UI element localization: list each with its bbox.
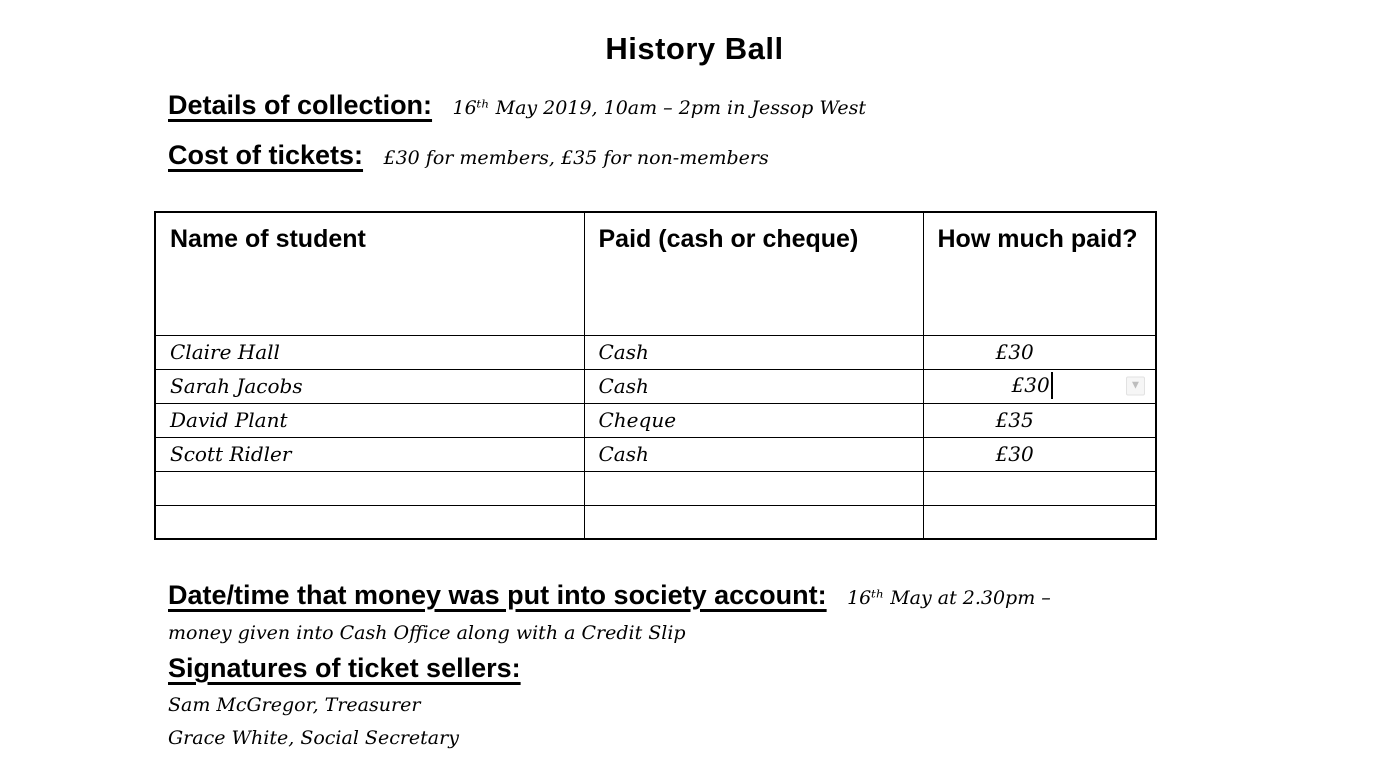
table-row	[155, 437, 1156, 471]
payments-table-container	[154, 211, 1157, 540]
column-header-paid-method: Paid (cash or cheque)	[584, 212, 923, 335]
cell-dropdown-button[interactable]	[1126, 377, 1145, 396]
table-header-row	[155, 212, 1156, 335]
signatures-heading-line	[168, 653, 521, 684]
amount-paid-text: £30	[1011, 373, 1050, 398]
payments-table	[154, 211, 1157, 540]
paid-method-cell[interactable]	[584, 437, 923, 471]
signature-entry: Sam McGregor, Treasurer	[168, 694, 421, 716]
student-name-cell[interactable]	[155, 403, 584, 437]
amount-paid-cell[interactable]	[923, 369, 1156, 403]
details-of-collection-line	[168, 90, 866, 121]
paid-method-text: Cash	[598, 339, 649, 364]
student-name-cell[interactable]	[155, 471, 584, 505]
student-name-text: Claire Hall	[170, 339, 280, 364]
amount-paid-cell[interactable]	[923, 471, 1156, 505]
student-name-cell[interactable]	[155, 437, 584, 471]
paid-method-cell[interactable]	[584, 471, 923, 505]
paid-method-cell[interactable]	[584, 335, 923, 369]
amount-paid-text: £35	[995, 407, 1034, 432]
amount-paid-cell[interactable]	[923, 505, 1156, 539]
paid-method-text: Cheque	[598, 407, 677, 432]
cost-of-tickets-value: £30 for members, £35 for non-members	[383, 147, 769, 169]
details-of-collection-value: 16ᵗʰ May 2019, 10am – 2pm in Jessop West	[452, 97, 866, 119]
details-of-collection-label: Details of collection:	[168, 90, 433, 120]
column-header-student-name: Name of student	[155, 212, 584, 335]
student-name-text: Scott Ridler	[170, 441, 292, 466]
cost-of-tickets-line	[168, 140, 769, 171]
column-header-amount-paid: How much paid?	[923, 212, 1156, 335]
deposit-value-line1: 16ᵗʰ May at 2.30pm –	[847, 587, 1051, 609]
table-row	[155, 403, 1156, 437]
deposit-label: Date/time that money was put into society account:	[168, 580, 827, 610]
paid-method-cell[interactable]	[584, 403, 923, 437]
table-row	[155, 505, 1156, 539]
cost-of-tickets-label: Cost of tickets:	[168, 140, 364, 170]
amount-paid-cell[interactable]	[923, 335, 1156, 369]
amount-paid-cell[interactable]	[923, 403, 1156, 437]
paid-method-text: Cash	[598, 441, 649, 466]
amount-paid-cell[interactable]	[923, 437, 1156, 471]
paid-method-text: Cash	[598, 373, 649, 398]
deposit-value-line2: money given into Cash Office along with a Credit Slip	[168, 622, 686, 644]
student-name-text: Sarah Jacobs	[170, 373, 303, 398]
paid-method-cell[interactable]	[584, 369, 923, 403]
text-cursor	[1051, 372, 1053, 399]
student-name-cell[interactable]	[155, 335, 584, 369]
table-row	[155, 471, 1156, 505]
signature-entry: Grace White, Social Secretary	[168, 727, 459, 749]
student-name-cell[interactable]	[155, 369, 584, 403]
page-title: History Ball	[605, 31, 784, 66]
dropdown-arrow-icon: ▼	[1132, 380, 1139, 391]
paid-method-cell[interactable]	[584, 505, 923, 539]
deposit-line	[168, 580, 1051, 611]
amount-paid-text: £30	[995, 441, 1034, 466]
table-row	[155, 335, 1156, 369]
student-name-cell[interactable]	[155, 505, 584, 539]
signatures-label: Signatures of ticket sellers:	[168, 653, 521, 683]
amount-paid-text: £30	[995, 339, 1034, 364]
student-name-text: David Plant	[170, 407, 288, 432]
table-row	[155, 369, 1156, 403]
